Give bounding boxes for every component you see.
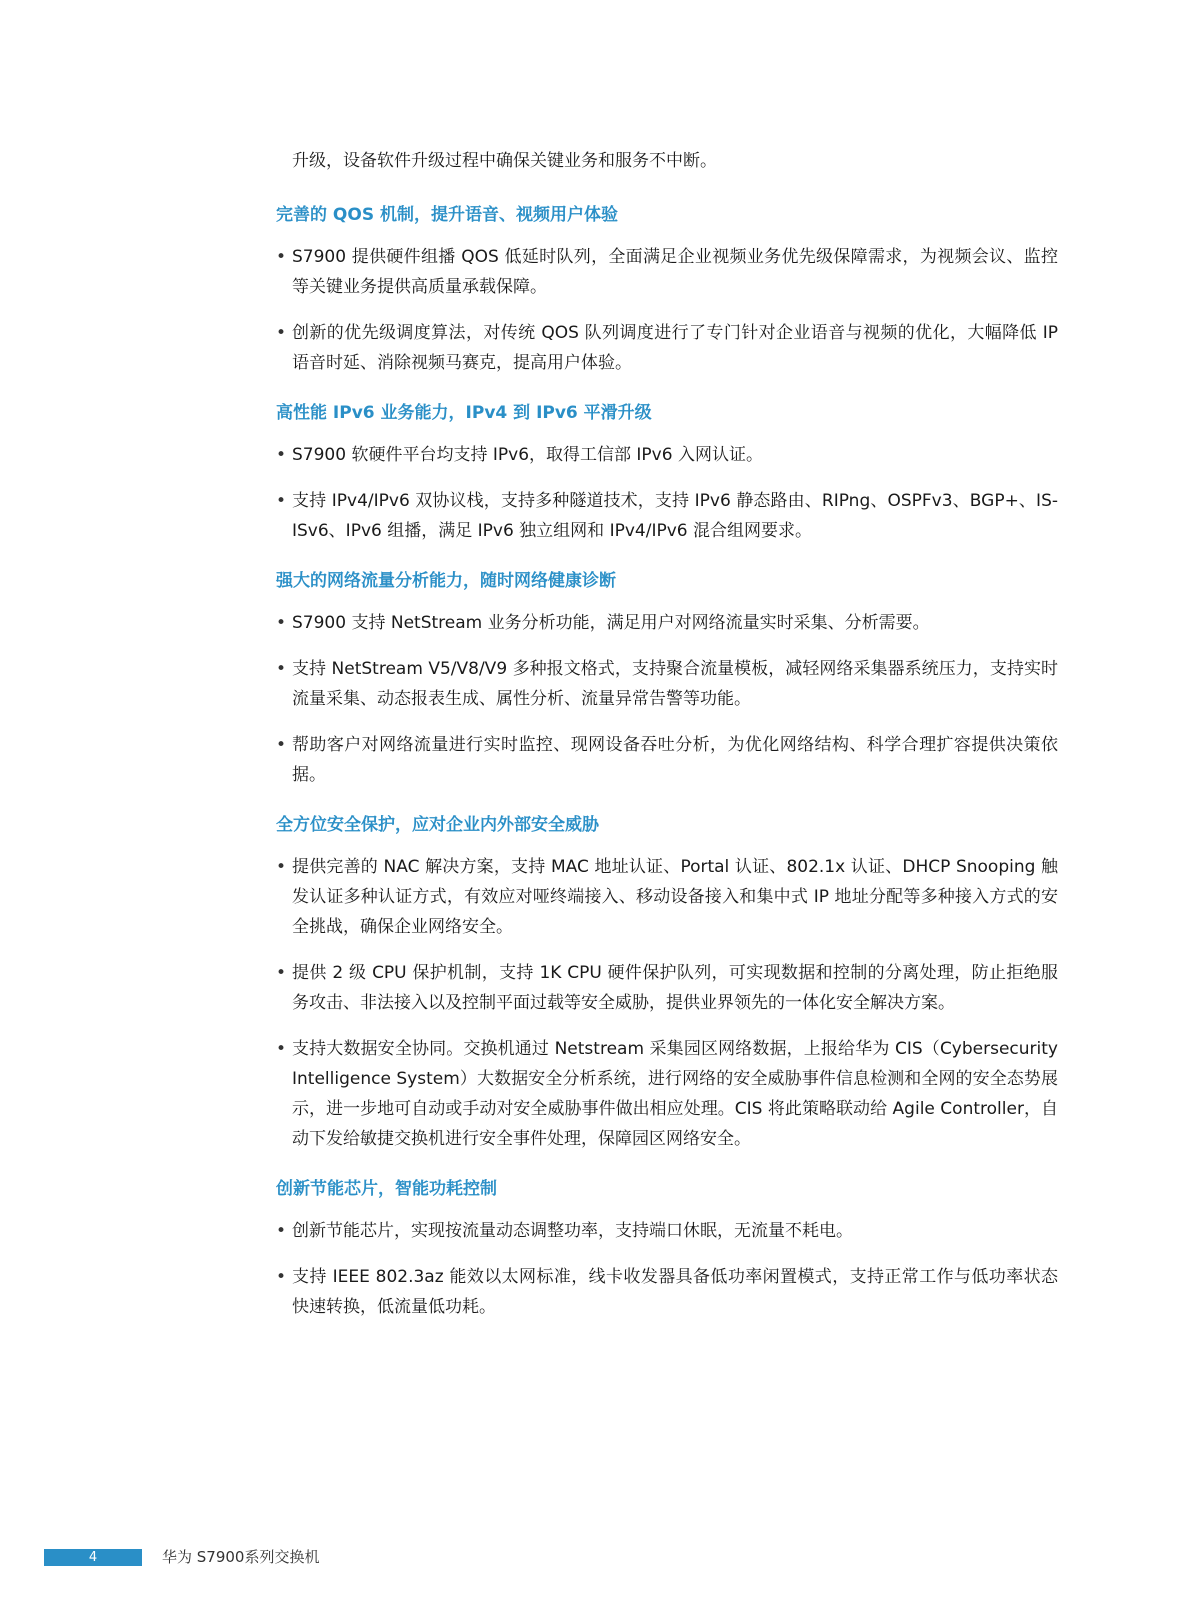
list-item: • 支持大数据安全协同。交换机通过 Netstream 采集园区网络数据，上报给华为 CIS（Cybersecurity Intelligence System）大数据安全分析系统，进行网络的安全威胁事件信息检测和全网的安全态势展示，进一步地可自动或手动对安全威胁事件做出相应处理。CIS 将此策略联动给 Agile Controller，自动下发给敏捷交换机进行安全事件处理，保障园区网络安全。 bbox=[276, 1034, 1058, 1154]
page-footer bbox=[44, 1548, 319, 1566]
page-number: 4 bbox=[44, 1549, 142, 1566]
list-item: • S7900 提供硬件组播 QOS 低延时队列，全面满足企业视频业务优先级保障需求，为视频会议、监控等关键业务提供高质量承载保障。 bbox=[276, 242, 1058, 302]
bullet-list-qos bbox=[276, 242, 1058, 378]
list-item: • 支持 IPv4/IPv6 双协议栈，支持多种隧道技术，支持 IPv6 静态路由、RIPng、OSPFv3、BGP+、IS-ISv6、IPv6 组播，满足 IPv6 独立组网和 IPv4/IPv6 混合组网要求。 bbox=[276, 486, 1058, 546]
list-item: • 提供 2 级 CPU 保护机制，支持 1K CPU 硬件保护队列，可实现数据和控制的分离处理，防止拒绝服务攻击、非法接入以及控制平面过载等安全威胁，提供业界领先的一体化安全解决方案。 bbox=[276, 958, 1058, 1018]
section-heading-ipv6: 高性能 IPv6 业务能力，IPv4 到 IPv6 平滑升级 bbox=[276, 403, 652, 423]
document-title: 华为 S7900系列交换机 bbox=[162, 1548, 320, 1566]
section-heading-qos: 完善的 QOS 机制，提升语音、视频用户体验 bbox=[276, 205, 618, 225]
list-item: • 创新的优先级调度算法，对传统 QOS 队列调度进行了专门针对企业语音与视频的优化，大幅降低 IP 语音时延、消除视频马赛克，提高用户体验。 bbox=[276, 318, 1058, 378]
bullet-list-security bbox=[276, 852, 1058, 1154]
list-item: • 支持 NetStream V5/V8/V9 多种报文格式，支持聚合流量模板，减轻网络采集器系统压力，支持实时流量采集、动态报表生成、属性分析、流量异常告警等功能。 bbox=[276, 654, 1058, 714]
list-item: • 提供完善的 NAC 解决方案，支持 MAC 地址认证、Portal 认证、802.1x 认证、DHCP Snooping 触发认证多种认证方式，有效应对哑终端接入、移动设备接入和集中式 IP 地址分配等多种接入方式的安全挑战，确保企业网络安全。 bbox=[276, 852, 1058, 942]
list-item: • 帮助客户对网络流量进行实时监控、现网设备吞吐分析，为优化网络结构、科学合理扩容提供决策依据。 bbox=[276, 730, 1058, 790]
bullet-list-energy bbox=[276, 1216, 1058, 1322]
document-body bbox=[276, 146, 1058, 1342]
list-item: • S7900 支持 NetStream 业务分析功能，满足用户对网络流量实时采集、分析需要。 bbox=[276, 608, 1058, 638]
bullet-list-ipv6 bbox=[276, 440, 1058, 546]
continuation-paragraph: 升级，设备软件升级过程中确保关键业务和服务不中断。 bbox=[292, 151, 717, 171]
list-item: • 创新节能芯片，实现按流量动态调整功率，支持端口休眠，无流量不耗电。 bbox=[276, 1216, 1058, 1246]
bullet-list-netstream bbox=[276, 608, 1058, 790]
list-item: • 支持 IEEE 802.3az 能效以太网标准，线卡收发器具备低功率闲置模式，支持正常工作与低功率状态快速转换，低流量低功耗。 bbox=[276, 1262, 1058, 1322]
section-heading-energy: 创新节能芯片，智能功耗控制 bbox=[276, 1179, 497, 1199]
section-heading-netstream: 强大的网络流量分析能力，随时网络健康诊断 bbox=[276, 571, 616, 591]
list-item: • S7900 软硬件平台均支持 IPv6，取得工信部 IPv6 入网认证。 bbox=[276, 440, 1058, 470]
section-heading-security: 全方位安全保护，应对企业内外部安全威胁 bbox=[276, 815, 599, 835]
